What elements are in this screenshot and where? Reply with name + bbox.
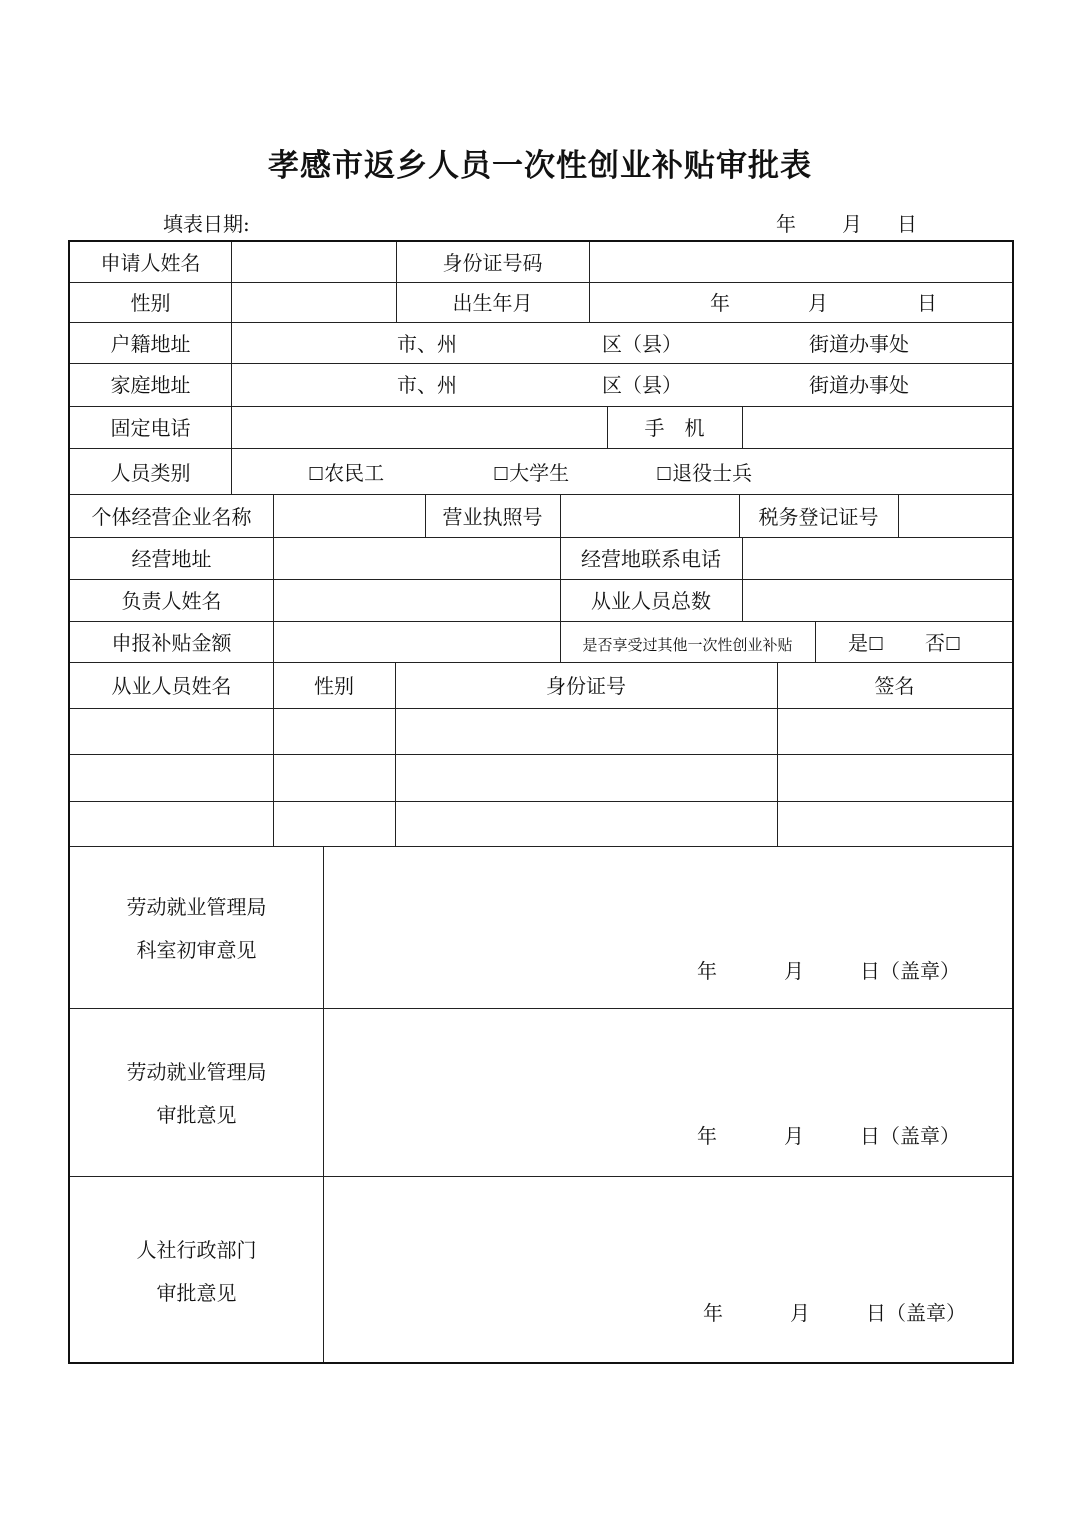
approval-1-month: 月 [784,959,804,983]
approval-2-month: 月 [784,1124,804,1148]
category-option-college-student[interactable]: ☐大学生 [493,461,570,485]
business-address-label: 经营地址 [131,547,212,571]
id-number-label: 身份证号码 [442,251,543,275]
birth-day-unit: 日 [917,291,937,315]
checkbox-icon[interactable]: ☐ [945,634,962,655]
total-employees-field[interactable] [743,580,1010,620]
license-no-label: 营业执照号 [442,505,543,529]
home-address-label: 家庭地址 [110,373,191,397]
license-no-field[interactable] [561,495,738,536]
business-name-field[interactable] [274,495,424,536]
birth-month-unit: 月 [808,291,828,315]
table-row[interactable] [71,755,1011,800]
gender-field[interactable] [232,283,395,321]
approval-3-year: 年 [703,1301,723,1325]
table-row[interactable] [71,709,1011,753]
id-number-field[interactable] [590,243,1010,281]
tax-reg-no-label: 税务登记证号 [758,505,879,529]
landline-field[interactable] [232,407,606,447]
hukou-street-unit: 街道办事处 [809,332,909,356]
employee-name-header: 从业人员姓名 [111,674,232,698]
approval-2-title-line1: 劳动就业管理局 [126,1060,267,1084]
checkbox-icon[interactable]: ☐ [493,464,510,485]
employee-gender-header: 性别 [314,674,354,698]
approval-3-title-line1: 人社行政部门 [136,1238,257,1262]
approval-2-year: 年 [697,1124,717,1148]
birth-label: 出生年月 [452,291,533,315]
tax-reg-no-field[interactable] [899,495,1010,536]
approval-3-day-seal: 日（盖章） [866,1301,966,1325]
category-option-migrant-worker[interactable]: ☐农民工 [308,461,385,485]
checkbox-icon[interactable]: ☐ [656,464,673,485]
birth-date-field[interactable] [590,283,1010,321]
applicant-name-label: 申请人姓名 [100,251,201,275]
person-in-charge-field[interactable] [274,580,559,620]
approval-1-title-line1: 劳动就业管理局 [126,895,267,919]
applicant-name-field[interactable] [232,243,395,281]
fill-date-month: 月 [842,212,862,236]
mobile-label: 手 机 [644,416,705,440]
birth-year-unit: 年 [710,291,730,315]
approval-1-opinion-field[interactable] [324,847,1010,1007]
business-name-label: 个体经营企业名称 [91,505,252,529]
fill-date-year: 年 [776,212,796,236]
mobile-field[interactable] [743,407,1010,447]
total-employees-label: 从业人员总数 [591,589,711,613]
checkbox-icon[interactable]: ☐ [868,634,885,655]
hukou-district-unit: 区（县） [602,332,682,356]
home-street-unit: 街道办事处 [809,373,909,397]
fill-date-label: 填表日期: [163,212,250,236]
approval-2-title-line2: 审批意见 [156,1103,237,1127]
approval-3-opinion-field[interactable] [324,1177,1010,1362]
landline-label: 固定电话 [110,416,191,440]
other-subsidy-yes[interactable]: 是☐ [848,631,885,655]
subsidy-amount-label: 申报补贴金额 [111,631,232,655]
person-in-charge-label: 负责人姓名 [121,589,222,613]
business-address-field[interactable] [274,538,559,578]
fill-date-day: 日 [897,212,917,236]
checkbox-icon[interactable]: ☐ [308,464,325,485]
form-title: 孝感市返乡人员一次性创业补贴审批表 [268,148,812,184]
approval-1-year: 年 [697,959,717,983]
table-row[interactable] [71,802,1011,845]
approval-2-opinion-field[interactable] [324,1009,1010,1175]
approval-3-title-line2: 审批意见 [156,1281,237,1305]
home-city-unit: 市、州 [397,373,457,397]
home-district-unit: 区（县） [602,373,682,397]
hukou-city-unit: 市、州 [397,332,457,356]
subsidy-amount-field[interactable] [274,622,559,661]
approval-1-title-line2: 科室初审意见 [136,938,257,962]
other-subsidy-no[interactable]: 否☐ [925,631,962,655]
business-phone-field[interactable] [743,538,1010,578]
approval-form-table [68,240,1014,1364]
category-label: 人员类别 [110,461,191,485]
approval-1-day-seal: 日（盖章） [860,959,960,983]
category-option-veteran[interactable]: ☐退役士兵 [656,461,753,485]
approval-3-month: 月 [790,1301,810,1325]
hukou-address-label: 户籍地址 [110,332,191,356]
approval-2-day-seal: 日（盖章） [860,1124,960,1148]
business-phone-label: 经营地联系电话 [581,547,721,571]
gender-label: 性别 [130,291,171,315]
employee-signature-header: 签名 [874,674,915,698]
employee-id-header: 身份证号 [546,674,626,698]
other-subsidy-question: 是否享受过其他一次性创业补贴 [582,636,793,654]
